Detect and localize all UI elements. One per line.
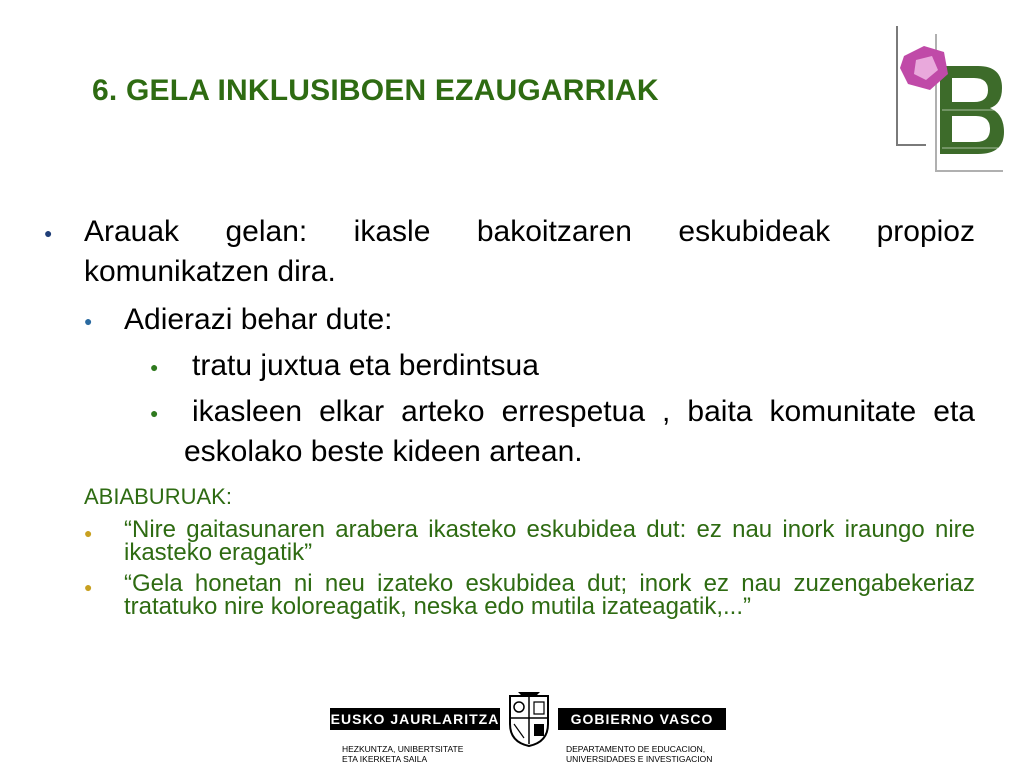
examples-heading: ABIABURUAK: bbox=[84, 484, 232, 509]
bullet-icon: ● bbox=[150, 359, 159, 375]
dept-line: UNIVERSIDADES E INVESTIGACION bbox=[566, 754, 713, 764]
list-item bbox=[40, 212, 975, 292]
list-item bbox=[40, 300, 975, 340]
bullet-text: Arauak gelan: ikasle bakoitzaren eskubideak propioz komunikatzen dira. bbox=[84, 215, 975, 288]
quote-text: “Gela honetan ni neu izateko eskubidea dut; inork ez nau zuzengabekeriaz tratatuko nire koloreagatik, neska edo mutila izateagatik,...” bbox=[124, 570, 975, 620]
quote-item bbox=[40, 572, 975, 618]
b-logo-icon bbox=[890, 26, 1005, 176]
footer bbox=[330, 690, 730, 765]
list-item bbox=[40, 346, 975, 386]
bullet-icon: ● bbox=[84, 525, 93, 541]
quote-text: “Nire gaitasunaren arabera ikasteko eskubidea dut: ez nau inork iraungo nire ikasteko eragatik” bbox=[124, 516, 975, 566]
footer-right-bar: GOBIERNO VASCO bbox=[558, 708, 726, 730]
bullet-text: tratu juxtua eta berdintsua bbox=[192, 349, 539, 382]
quote-item bbox=[40, 518, 975, 564]
slide-body bbox=[40, 212, 975, 618]
bullet-text: ikasleen elkar arteko errespetua , baita komunitate eta eskolako beste kideen artean. bbox=[184, 395, 975, 468]
bullet-icon: ● bbox=[84, 313, 93, 329]
dept-line: ETA IKERKETA SAILA bbox=[342, 754, 428, 764]
footer-left-bar: EUSKO JAURLARITZA bbox=[330, 708, 500, 730]
bullet-icon: ● bbox=[44, 225, 53, 241]
footer-left-dept bbox=[342, 744, 482, 764]
coat-of-arms-icon bbox=[504, 690, 554, 748]
bullet-icon: ● bbox=[150, 405, 159, 421]
dept-line: DEPARTAMENTO DE EDUCACION, bbox=[566, 744, 706, 754]
bullet-icon: ● bbox=[84, 579, 93, 595]
slide-title: 6. GELA INKLUSIBOEN EZAUGARRIAK bbox=[92, 74, 659, 107]
footer-right-dept bbox=[566, 744, 726, 764]
dept-line: HEZKUNTZA, UNIBERTSITATE bbox=[342, 744, 464, 754]
bullet-text: Adierazi behar dute: bbox=[124, 303, 393, 336]
list-item bbox=[40, 392, 975, 472]
